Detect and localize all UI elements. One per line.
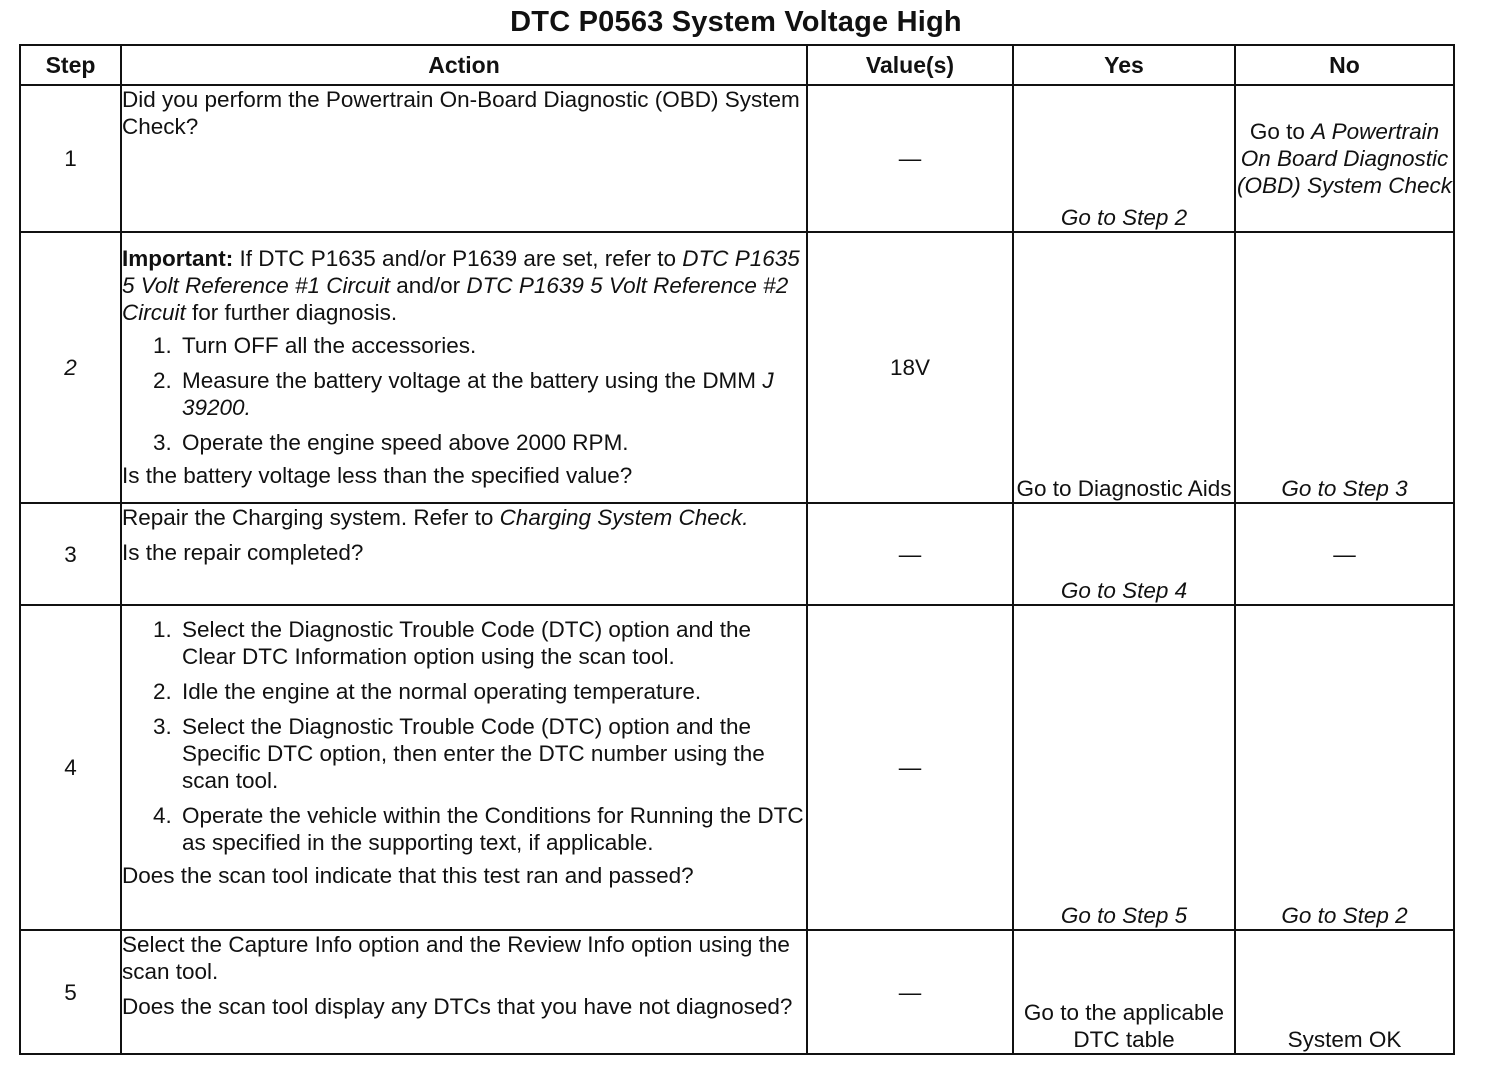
step-number: 4 [20,605,121,930]
action-cell [121,930,807,1054]
header-values: Value(s) [807,45,1013,85]
yes-cell [1013,605,1235,930]
step-number: 5 [20,930,121,1054]
action-question: Did you perform the Powertrain On-Board Diagnostic (OBD) System Check? [122,87,800,139]
value-cell: 18V [807,232,1013,503]
no-link[interactable]: A Powertrain On Board Diagnostic (OBD) System Check [1236,119,1453,198]
list-item: 4. Operate the vehicle within the Conditions for Running the DTC as specified in the supporting text, if applicable. [178,802,806,856]
no-cell [1235,232,1454,503]
procedure-list [122,332,806,456]
action-question: Does the scan tool indicate that this test ran and passed? [122,863,694,888]
yes-link[interactable]: Go to Step 5 [1060,903,1188,928]
no-link[interactable]: Go to Step 3 [1281,476,1408,501]
no-cell [1235,605,1454,930]
table-row [20,232,1454,503]
table-row [20,85,1454,232]
value-cell: — [807,930,1013,1054]
table-header-row [20,45,1454,85]
table-row [20,503,1454,605]
list-item: 3. Select the Diagnostic Trouble Code (DTC) option and the Specific DTC option, then enter the DTC number using the scan tool. [178,713,806,794]
charging-system-check-link[interactable]: Charging System Check [499,505,743,530]
list-item: 1. Select the Diagnostic Trouble Code (DTC) option and the Clear DTC Information option using the scan tool. [178,616,806,670]
action-question: Is the repair completed? [122,540,364,565]
yes-cell [1013,232,1235,503]
header-step: Step [20,45,121,85]
no-cell: — [1235,503,1454,605]
action-cell [121,232,807,503]
dtc-table [19,44,1455,1055]
no-prefix: Go to [1249,119,1312,144]
yes-cell [1013,85,1235,232]
dtc-p1635-link[interactable]: DTC P1635 5 Volt Reference #1 Circuit [122,246,800,298]
header-no: No [1235,45,1454,85]
action-cell [121,85,807,232]
yes-link[interactable]: Go to Step 4 [1060,578,1188,603]
procedure-list [122,616,806,856]
action-text: Repair the Charging system. Refer to Charging System Check. [122,505,749,530]
action-question: Is the battery voltage less than the specified value? [122,463,633,488]
table-row [20,930,1454,1054]
no-link[interactable]: Go to Step 2 [1281,903,1408,928]
action-cell [121,605,807,930]
no-cell [1235,85,1454,232]
yes-cell [1013,930,1235,1054]
action-text: Select the Capture Info option and the Review Info option using the scan tool. [122,932,790,984]
important-label: Important: [122,246,234,271]
action-cell [121,503,807,605]
step-number: 2 [20,232,121,503]
table-row [20,605,1454,930]
yes-link[interactable]: Go to the applicable DTC table [1023,1000,1225,1052]
yes-link[interactable]: Go to Diagnostic Aids [1016,476,1232,501]
yes-link[interactable]: Go to Step 2 [1060,205,1188,230]
header-action: Action [121,45,807,85]
list-item: 2. Idle the engine at the normal operating temperature. [178,678,806,705]
action-question: Does the scan tool display any DTCs that you have not diagnosed? [122,994,793,1019]
step-number: 1 [20,85,121,232]
important-note: Important: If DTC P1635 and/or P1639 are set, refer to DTC P1635 5 Volt Reference #1 Circuit and/or DTC P1639 5 Volt Reference #2 Circuit for further diagnosis. [122,246,800,325]
value-cell: — [807,503,1013,605]
step-number: 3 [20,503,121,605]
value-cell: — [807,605,1013,930]
header-yes: Yes [1013,45,1235,85]
list-item: 3. Operate the engine speed above 2000 RPM. [178,429,806,456]
yes-cell [1013,503,1235,605]
list-item: 2. Measure the battery voltage at the battery using the DMM J 39200. [178,367,806,421]
dtc-p1639-link[interactable]: DTC P1639 5 Volt Reference #2 Circuit [122,273,789,325]
tool-ref: J 39200. [182,368,774,420]
value-cell: — [807,85,1013,232]
list-item: 1. Turn OFF all the accessories. [178,332,806,359]
page-title: DTC P0563 System Voltage High [510,6,962,38]
no-cell: System OK [1235,930,1454,1054]
